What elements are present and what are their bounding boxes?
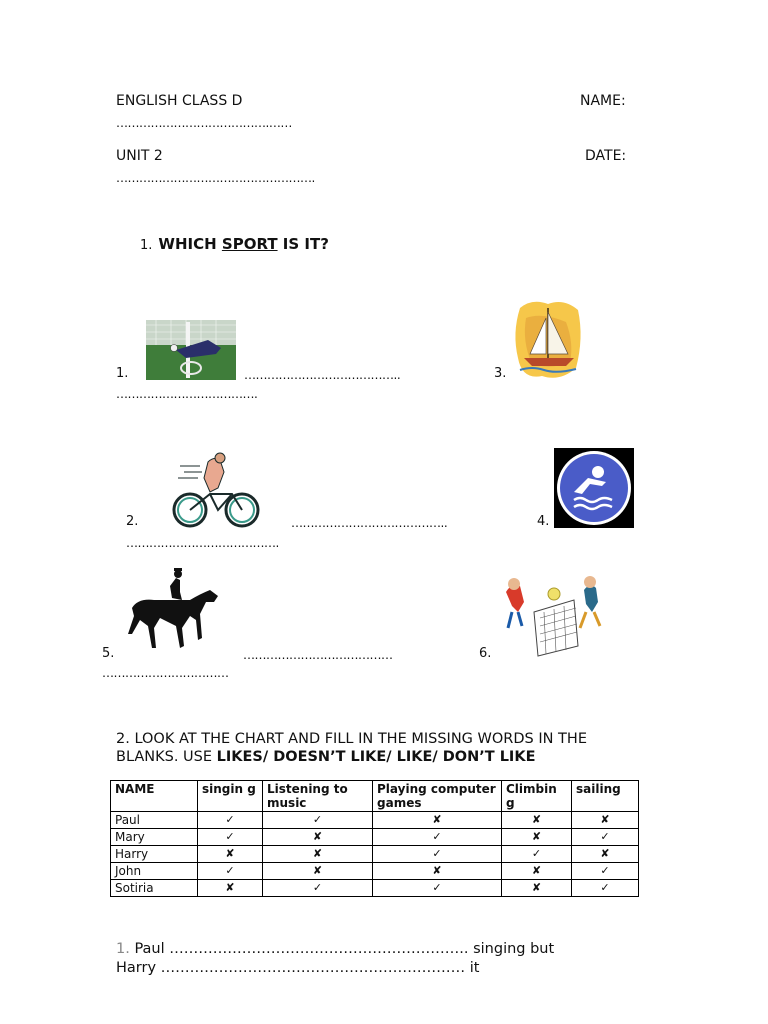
- row-name-cell: Mary: [111, 829, 198, 846]
- sailboat-picture: [512, 298, 584, 382]
- sentence-1-number: 1.: [116, 941, 130, 957]
- mark-cell: ✘: [263, 846, 373, 863]
- row-name-cell: Sotiria: [111, 880, 198, 897]
- item4-label: 4.: [537, 514, 550, 529]
- exercise2-instruction-options: LIKES/ DOESN’T LIKE/ LIKE/ DON’T LIKE: [216, 749, 536, 765]
- item4-dots[interactable]: ………………………………….: [126, 536, 279, 550]
- mark-cell: ✘: [373, 863, 502, 880]
- mark-cell: ✓: [373, 846, 502, 863]
- exercise1-number: 1.: [140, 238, 153, 253]
- horse-rider-picture: [120, 568, 224, 654]
- mark-cell: ✓: [373, 880, 502, 897]
- exercise2-instruction: [116, 730, 636, 766]
- mark-cell: ✓: [198, 863, 263, 880]
- cyclist-picture: [170, 448, 262, 530]
- mark-cell: ✘: [502, 812, 572, 829]
- item6-dots[interactable]: ……………………………: [102, 666, 229, 680]
- sentence-1-line1: [116, 940, 554, 959]
- unit-label: UNIT 2: [116, 148, 163, 164]
- mark-cell: ✓: [572, 863, 639, 880]
- sentence-1-text1[interactable]: Paul …………………………………………………….. singing but: [134, 941, 555, 957]
- mark-cell: ✘: [198, 846, 263, 863]
- item5-dots[interactable]: …………………………………: [243, 648, 393, 662]
- table-header-row: [111, 781, 639, 812]
- item1-label: 1.: [116, 366, 129, 381]
- mark-cell: ✘: [263, 863, 373, 880]
- mark-cell: ✘: [502, 829, 572, 846]
- mark-cell: ✓: [373, 829, 502, 846]
- row-name-cell: John: [111, 863, 198, 880]
- exercise1-title-after: IS IT?: [282, 235, 329, 253]
- goalkeeper-picture: [146, 320, 236, 380]
- mark-cell: ✘: [502, 863, 572, 880]
- table-row: [111, 829, 639, 846]
- item3-dots[interactable]: ……………………………….: [116, 387, 258, 401]
- date-field-dots[interactable]: …………………………………………….: [116, 171, 315, 185]
- mark-cell: ✘: [502, 880, 572, 897]
- sentence-1-text2[interactable]: Harry ……………………………………………………… it: [116, 960, 480, 976]
- exercise1-title-before: WHICH: [158, 235, 217, 253]
- name-label: NAME:: [580, 93, 626, 109]
- mark-cell: ✘: [263, 829, 373, 846]
- item5-label: 5.: [102, 646, 115, 661]
- mark-cell: ✘: [373, 812, 502, 829]
- header-playing: Playing computer games: [373, 781, 502, 812]
- item3-label: 3.: [494, 366, 507, 381]
- mark-cell: ✘: [198, 880, 263, 897]
- sentence-1: [116, 940, 554, 978]
- row-name-cell: Harry: [111, 846, 198, 863]
- exercise2-instruction-text: 2. LOOK AT THE CHART AND FILL IN THE MISSING WORDS IN THE BLANKS. USE: [116, 731, 587, 765]
- table-row: [111, 863, 639, 880]
- mark-cell: ✓: [502, 846, 572, 863]
- row-name-cell: Paul: [111, 812, 198, 829]
- mark-cell: ✘: [572, 846, 639, 863]
- swimming-picture: [554, 448, 634, 528]
- item6-label: 6.: [479, 646, 492, 661]
- table-row: [111, 846, 639, 863]
- header-climbing: Climbin g: [502, 781, 572, 812]
- date-label: DATE:: [585, 148, 627, 164]
- item2-label: 2.: [126, 514, 139, 529]
- class-label: ENGLISH CLASS D: [116, 93, 243, 109]
- table-row: [111, 880, 639, 897]
- table-row: [111, 812, 639, 829]
- exercise1-title-underlined: SPORT: [221, 235, 278, 253]
- mark-cell: ✓: [198, 812, 263, 829]
- mark-cell: ✓: [263, 880, 373, 897]
- name-field-dots[interactable]: ………………………………….……: [116, 116, 292, 130]
- header-listening: Listening to music: [263, 781, 373, 812]
- mark-cell: ✓: [263, 812, 373, 829]
- item1-dots[interactable]: …………………………………..: [244, 368, 401, 382]
- header-sailing: sailing: [572, 781, 639, 812]
- mark-cell: ✓: [572, 880, 639, 897]
- header-name: NAME: [111, 781, 198, 812]
- exercise1-title: [140, 235, 329, 253]
- mark-cell: ✘: [572, 812, 639, 829]
- item2-dots[interactable]: …………………………………..: [291, 516, 448, 530]
- header-singing: singin g: [198, 781, 263, 812]
- mark-cell: ✓: [198, 829, 263, 846]
- mark-cell: ✓: [572, 829, 639, 846]
- likes-chart-table: [110, 780, 639, 897]
- volleyball-picture: [498, 572, 610, 658]
